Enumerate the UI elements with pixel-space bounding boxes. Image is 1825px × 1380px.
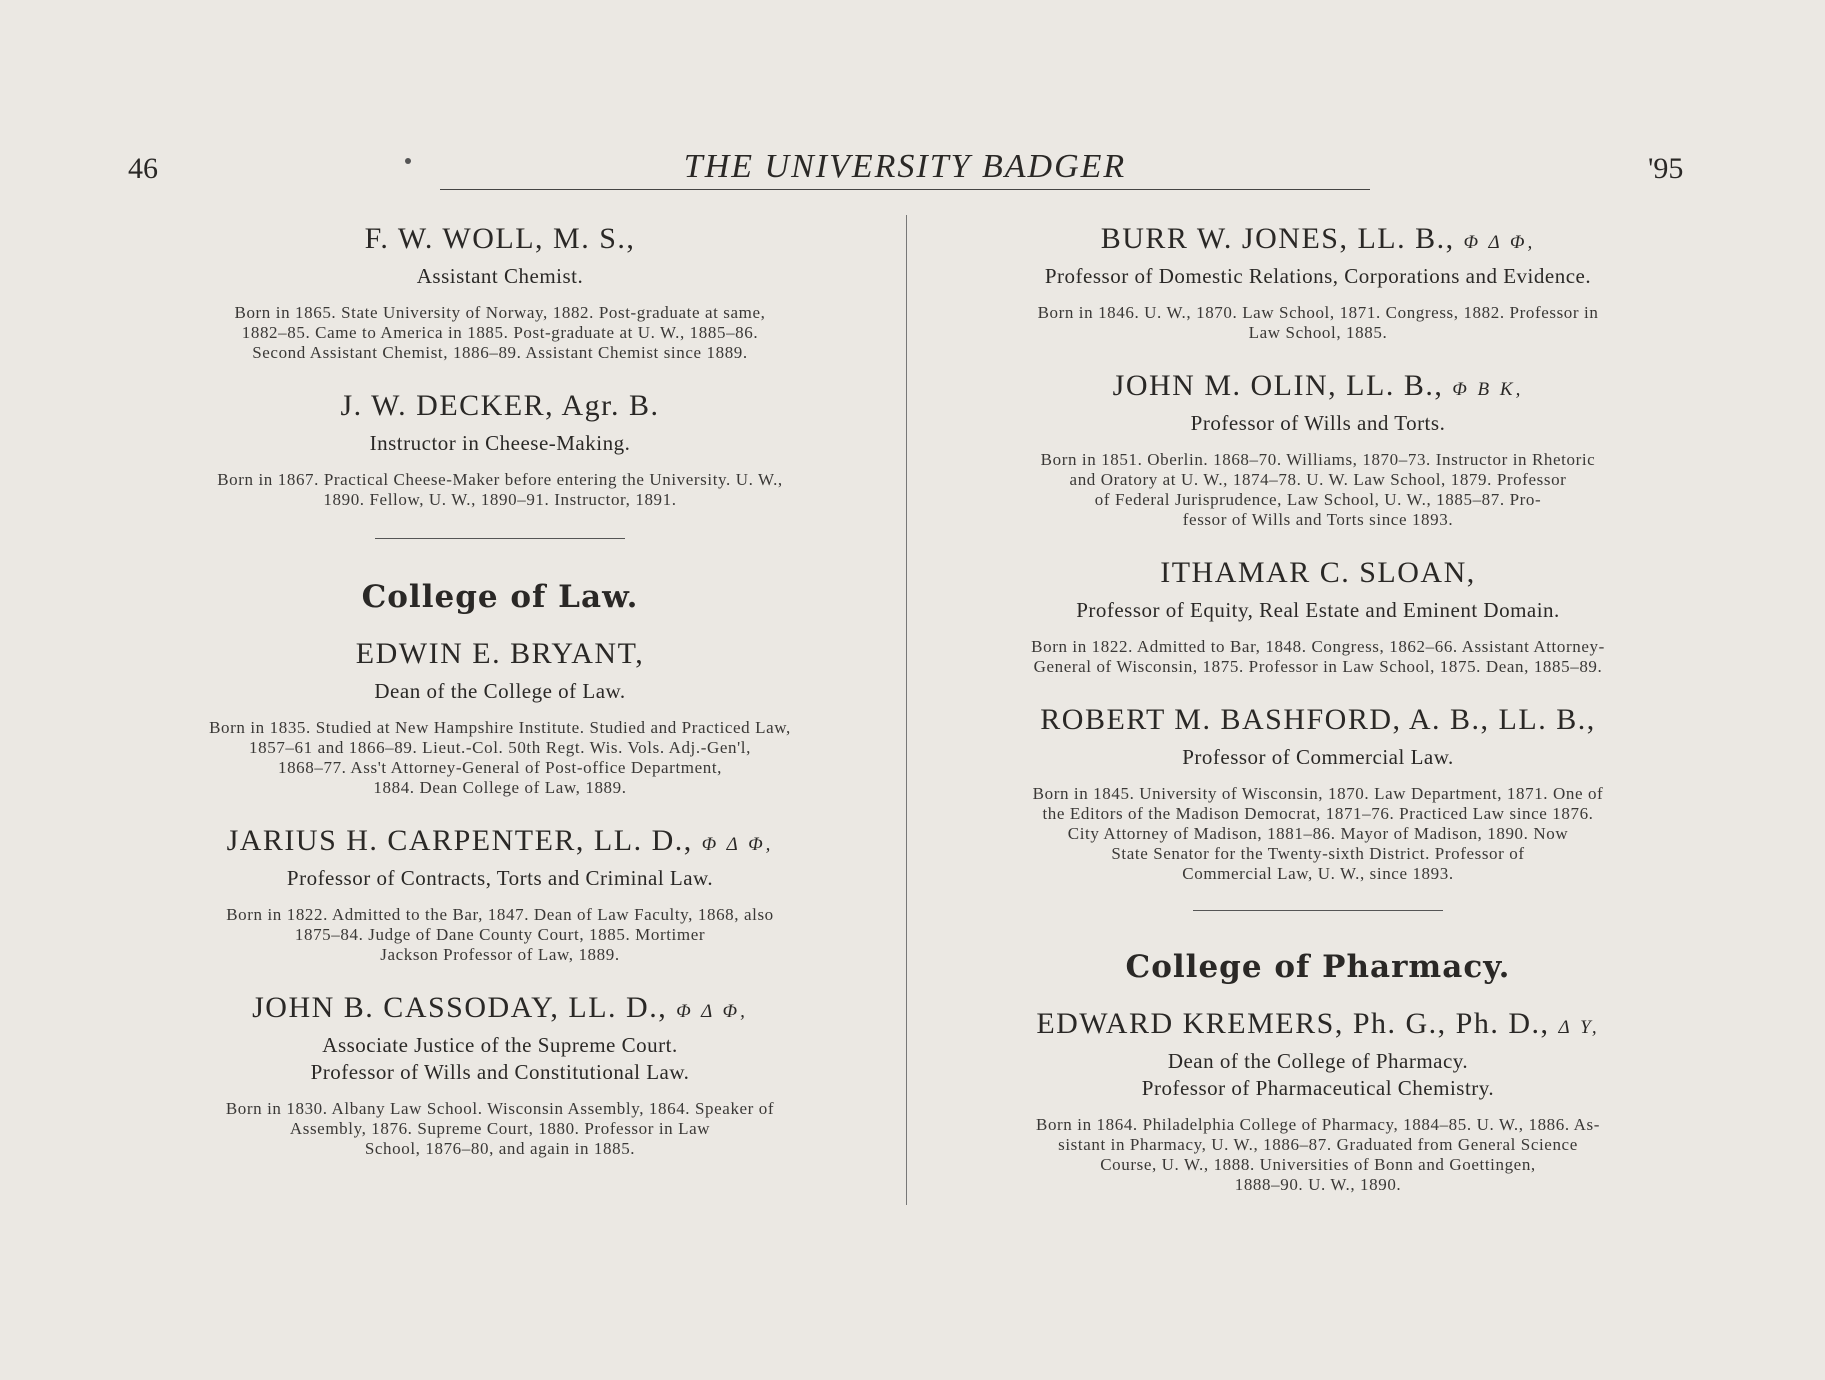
faculty-title: Professor of Commercial Law. xyxy=(1182,745,1454,769)
faculty-title: Professor of Contracts, Torts and Criminal Law. xyxy=(286,866,714,890)
fraternity-letters: Φ Δ Φ, xyxy=(701,834,774,855)
biography-line: Assembly, 1876. Supreme Court, 1880. Professor in Law xyxy=(289,1119,711,1138)
faculty-name xyxy=(928,222,1708,256)
faculty-title: Professor of Equity, Real Estate and Eminent Domain. xyxy=(1076,598,1560,622)
faculty-entry xyxy=(110,389,890,510)
faculty-name xyxy=(110,222,890,256)
faculty-entry xyxy=(928,222,1708,343)
faculty-biography xyxy=(928,1115,1708,1195)
faculty-entry xyxy=(928,369,1708,530)
biography-line: Born in 1846. U. W., 1870. Law School, 1871. Congress, 1882. Professor in xyxy=(1037,303,1599,322)
faculty-name xyxy=(928,556,1708,590)
faculty-name-text: JOHN B. CASSODAY, LL. D., xyxy=(252,991,668,1024)
faculty-title: Professor of Wills and Constitutional Law. xyxy=(310,1060,690,1084)
biography-line: sistant in Pharmacy, U. W., 1886–87. Graduated from General Science xyxy=(1058,1135,1578,1154)
faculty-name xyxy=(928,703,1708,737)
faculty-biography xyxy=(110,1099,890,1159)
faculty-biography xyxy=(110,905,890,965)
biography-line: Born in 1865. State University of Norway, 1882. Post-graduate at same, xyxy=(234,303,766,322)
faculty-biography xyxy=(928,303,1708,343)
biography-line: Born in 1830. Albany Law School. Wisconsin Assembly, 1864. Speaker of xyxy=(225,1099,775,1118)
biography-line: fessor of Wills and Torts since 1893. xyxy=(1182,510,1454,529)
faculty-name-text: J. W. DECKER, Agr. B. xyxy=(340,389,660,422)
biography-line: Born in 1864. Philadelphia College of Pharmacy, 1884–85. U. W., 1886. As- xyxy=(1036,1115,1600,1134)
biography-line: Law School, 1885. xyxy=(1248,323,1388,342)
biography-line: and Oratory at U. W., 1874–78. U. W. Law School, 1879. Professor xyxy=(1069,470,1567,489)
biography-line: 1884. Dean College of Law, 1889. xyxy=(373,778,627,797)
biography-line: State Senator for the Twenty-sixth District. Professor of xyxy=(1111,844,1525,863)
faculty-biography xyxy=(110,718,890,798)
faculty-title: Professor of Domestic Relations, Corporations and Evidence. xyxy=(1044,264,1592,288)
faculty-title: Dean of the College of Law. xyxy=(374,679,626,703)
faculty-name-text: ITHAMAR C. SLOAN, xyxy=(1160,556,1476,589)
faculty-name-text: F. W. WOLL, M. S., xyxy=(364,222,636,255)
biography-line: 1868–77. Ass't Attorney-General of Post-office Department, xyxy=(277,758,723,777)
header-dot xyxy=(405,158,411,164)
column-divider xyxy=(906,215,907,1205)
biography-line: Jackson Professor of Law, 1889. xyxy=(380,945,620,964)
biography-line: the Editors of the Madison Democrat, 1871–76. Practiced Law since 1876. xyxy=(1042,804,1594,823)
section-divider xyxy=(375,538,625,539)
faculty-name-text: JOHN M. OLIN, LL. B., xyxy=(1112,369,1444,402)
biography-line: School, 1876–80, and again in 1885. xyxy=(364,1139,636,1158)
faculty-name xyxy=(110,824,890,858)
right-column xyxy=(928,222,1708,1221)
faculty-name-text: BURR W. JONES, LL. B., xyxy=(1100,222,1455,255)
biography-line: 1882–85. Came to America in 1885. Post-graduate at U. W., 1885–86. xyxy=(241,323,759,342)
fraternity-letters: Δ Υ, xyxy=(1558,1017,1600,1038)
biography-line: 1888–90. U. W., 1890. xyxy=(1234,1175,1402,1194)
faculty-name-text: EDWIN E. BRYANT, xyxy=(355,637,645,670)
running-title: THE UNIVERSITY BADGER xyxy=(683,148,1127,185)
faculty-entry xyxy=(928,556,1708,677)
faculty-biography xyxy=(110,303,890,363)
faculty-name xyxy=(110,637,890,671)
header-rule xyxy=(440,189,1370,190)
faculty-entry xyxy=(110,222,890,363)
biography-line: 1890. Fellow, U. W., 1890–91. Instructor, 1891. xyxy=(323,490,677,509)
faculty-entry xyxy=(928,1007,1708,1195)
biography-line: 1857–61 and 1866–89. Lieut.-Col. 50th Regt. Wis. Vols. Adj.-Gen'l, xyxy=(249,738,751,757)
faculty-name-text: JARIUS H. CARPENTER, LL. D., xyxy=(226,824,693,857)
faculty-biography xyxy=(928,450,1708,530)
biography-line: Second Assistant Chemist, 1886–89. Assistant Chemist since 1889. xyxy=(252,343,748,362)
faculty-name xyxy=(110,991,890,1025)
biography-line: Born in 1845. University of Wisconsin, 1870. Law Department, 1871. One of xyxy=(1032,784,1604,803)
faculty-biography xyxy=(928,784,1708,884)
faculty-entry xyxy=(110,637,890,798)
biography-line: Born in 1822. Admitted to Bar, 1848. Congress, 1862–66. Assistant Attorney- xyxy=(1031,637,1605,656)
section-divider xyxy=(1193,910,1443,911)
faculty-title: Assistant Chemist. xyxy=(416,264,584,288)
biography-line: City Attorney of Madison, 1881–86. Mayor of Madison, 1890. Now xyxy=(1067,824,1569,843)
biography-line: General of Wisconsin, 1875. Professor in Law School, 1875. Dean, 1885–89. xyxy=(1033,657,1603,676)
biography-line: Commercial Law, U. W., since 1893. xyxy=(1182,864,1454,883)
biography-line: Born in 1822. Admitted to the Bar, 1847. Dean of Law Faculty, 1868, also xyxy=(226,905,774,924)
biography-line: 1875–84. Judge of Dane County Court, 1885. Mortimer xyxy=(294,925,706,944)
college-heading: College of Law. xyxy=(361,579,639,615)
biography-line: of Federal Jurisprudence, Law School, U. W., 1885–87. Pro- xyxy=(1094,490,1542,509)
fraternity-letters: Φ Δ Φ, xyxy=(1463,232,1536,253)
biography-line: Born in 1851. Oberlin. 1868–70. Williams, 1870–73. Instructor in Rhetoric xyxy=(1040,450,1596,469)
left-column xyxy=(110,222,890,1185)
faculty-title: Dean of the College of Pharmacy. xyxy=(1167,1049,1469,1073)
faculty-name xyxy=(928,1007,1708,1041)
faculty-biography xyxy=(928,637,1708,677)
faculty-entry xyxy=(110,991,890,1159)
faculty-biography xyxy=(110,470,890,510)
biography-line: Course, U. W., 1888. Universities of Bonn and Goettingen, xyxy=(1100,1155,1536,1174)
fraternity-letters: Φ Δ Φ, xyxy=(676,1001,748,1022)
faculty-entry xyxy=(928,703,1708,884)
faculty-name xyxy=(110,389,890,423)
faculty-title: Associate Justice of the Supreme Court. xyxy=(322,1033,678,1057)
page-number: 46 xyxy=(128,152,158,185)
biography-line: Born in 1867. Practical Cheese-Maker before entering the University. U. W., xyxy=(217,470,783,489)
faculty-title: Instructor in Cheese-Making. xyxy=(369,431,631,455)
college-heading: College of Pharmacy. xyxy=(1125,949,1511,985)
year-mark: '95 xyxy=(1648,152,1684,185)
biography-line: Born in 1835. Studied at New Hampshire Institute. Studied and Practiced Law, xyxy=(209,718,791,737)
faculty-name xyxy=(928,369,1708,403)
faculty-title: Professor of Pharmaceutical Chemistry. xyxy=(1141,1076,1495,1100)
fraternity-letters: Φ Β Κ, xyxy=(1452,379,1524,400)
faculty-name-text: ROBERT M. BASHFORD, A. B., LL. B., xyxy=(1040,703,1596,736)
faculty-name-text: EDWARD KREMERS, Ph. G., Ph. D., xyxy=(1036,1007,1550,1040)
faculty-entry xyxy=(110,824,890,965)
faculty-title: Professor of Wills and Torts. xyxy=(1190,411,1446,435)
